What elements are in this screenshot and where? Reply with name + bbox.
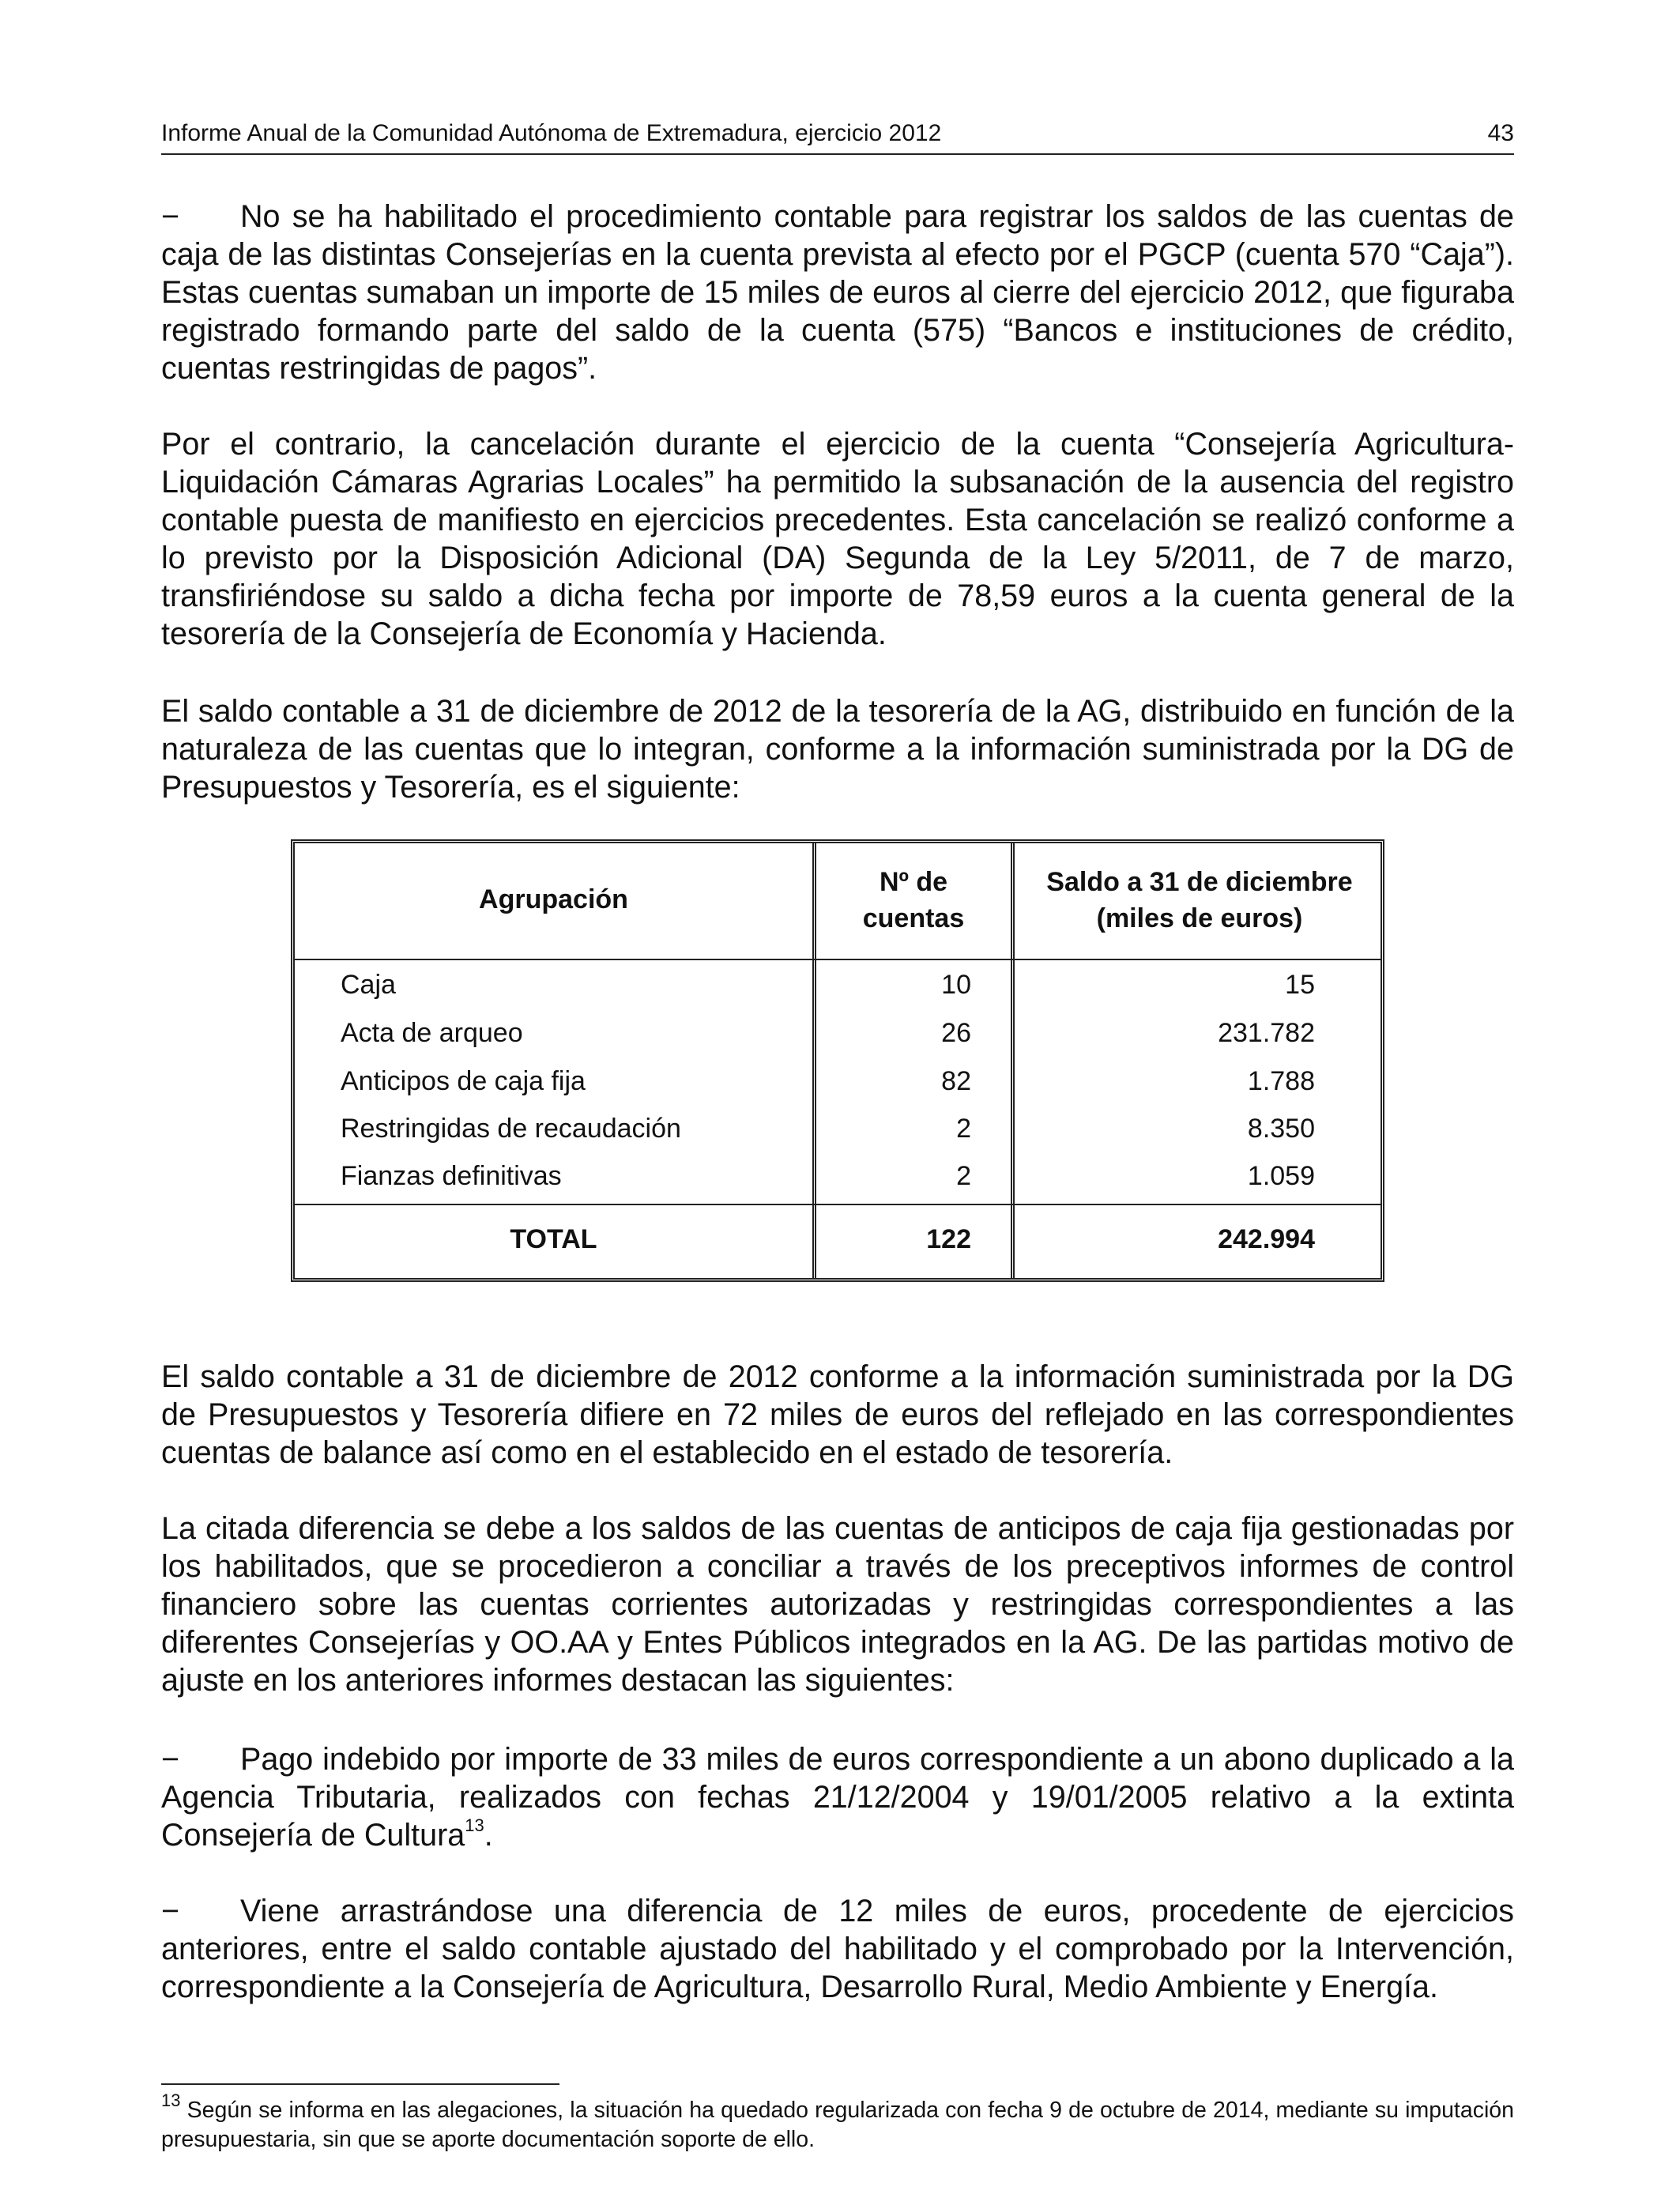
row-count: 82: [941, 1066, 971, 1096]
total-balance: 242.994: [1218, 1224, 1315, 1254]
paragraph-text: Pago indebido por importe de 33 miles de euros correspondiente a un abono duplicado a la Agencia Tributaria, realizados con fechas 21/12/2004 y 19/01/2005 relativo a la extinta Consejería de Cultura: [161, 1742, 1514, 1853]
list-dash: −: [161, 199, 180, 234]
footnote-separator: [161, 2083, 559, 2085]
footnote-marker: 13: [161, 2090, 181, 2110]
header-agrupacion: Agrupación: [479, 884, 628, 914]
paragraph-end: .: [484, 1818, 493, 1853]
paragraph-caja-registration: [161, 198, 1514, 387]
header-num-cuentas-line2: cuentas: [862, 903, 965, 933]
row-count: 2: [956, 1161, 971, 1191]
list-dash: −: [161, 1894, 180, 1928]
row-count: 26: [941, 1018, 971, 1048]
row-balance: 15: [1285, 970, 1315, 1000]
paragraph-carried-difference: [161, 1892, 1514, 2006]
paragraph-difference: El saldo contable a 31 de diciembre de 2012 conforme a la información suministrada por la DG de Presupuestos y Tesorería difiere en 72 miles de euros del reflejado en las correspondientes cuentas de balance así como en el establecido en el estado de tesorería.: [161, 1359, 1514, 1470]
row-name: Fianzas definitivas: [341, 1161, 562, 1191]
header-num-cuentas-line1: Nº de: [879, 867, 948, 897]
header-saldo-line2: (miles de euros): [1096, 903, 1303, 933]
paragraph-cancellation: Por el contrario, la cancelación durante el ejercicio de la cuenta “Consejería Agricultura-Liquidación Cámaras Agrarias Locales” ha permitido la subsanación de la ausencia del registro contable puesta de manifiesto en ejercicios precedentes. Esta cancelación se realizó conforme a lo previsto por la Disposición Adicional (DA) Segunda de la Ley 5/2011, de 7 de marzo, transfiriéndose su saldo a dicha fecha por importe de 78,59 euros a la cuenta general de la tesorería de la Consejería de Economía y Hacienda.: [161, 427, 1514, 651]
list-dash: −: [161, 1742, 180, 1777]
row-name: Acta de arqueo: [341, 1018, 523, 1048]
page-number: 43: [1487, 120, 1514, 146]
paragraph-balance-intro: El saldo contable a 31 de diciembre de 2012 de la tesorería de la AG, distribuido en función de la naturaleza de las cuentas que lo integran, conforme a la información suministrada por la DG de Presupuestos y Tesorería, es el siguiente:: [161, 694, 1514, 805]
total-count: 122: [926, 1224, 971, 1254]
row-balance: 1.788: [1247, 1066, 1315, 1096]
footnote-reference[interactable]: 13: [465, 1815, 484, 1835]
row-balance: 8.350: [1247, 1114, 1315, 1144]
header-num-cuentas: [816, 864, 1011, 937]
row-balance: 231.782: [1218, 1018, 1315, 1048]
paragraph-difference-reason: La citada diferencia se debe a los saldos de las cuentas de anticipos de caja fija gestionadas por los habilitados, que se procedieron a conciliar a través de los preceptivos informes de control financiero sobre las cuentas corrientes autorizadas y restringidas correspondientes a las diferentes Consejerías y OO.AA y Entes Públicos integrados en la AG. De las partidas motivo de ajuste en los anteriores informes destacan las siguientes:: [161, 1511, 1514, 1698]
total-divider: [295, 1204, 1381, 1205]
header-saldo-line1: Saldo a 31 de diciembre: [1046, 867, 1353, 897]
footnote-text: Según se informa en las alegaciones, la situación ha quedado regularizada con fecha 9 de octubre de 2014, mediante su imputación presupuestaria, sin que se aporte documentación soporte de ello.: [161, 2098, 1514, 2152]
paragraph-undue-payment: [161, 1740, 1514, 1854]
row-count: 10: [941, 970, 971, 1000]
total-label: TOTAL: [510, 1224, 597, 1254]
paragraph-text: No se ha habilitado el procedimiento contable para registrar los saldos de las cuentas de caja de las distintas Consejerías en la cuenta prevista al efecto por el PGCP (cuenta 570 “Caja”). Estas cuentas sumaban un importe de 15 miles de euros al cierre del ejercicio 2012, que figuraba registrado formando parte del saldo de la cuenta (575) “Bancos e instituciones de crédito, cuentas restringidas de pagos”.: [161, 199, 1514, 386]
row-name: Anticipos de caja fija: [341, 1066, 586, 1096]
header-divider: [295, 959, 1381, 960]
row-name: Restringidas de recaudación: [341, 1114, 681, 1144]
treasury-table: [291, 839, 1384, 1282]
row-name: Caja: [341, 970, 396, 1000]
footnote: [161, 2090, 1514, 2154]
row-count: 2: [956, 1114, 971, 1144]
row-balance: 1.059: [1247, 1161, 1315, 1191]
header-saldo: [1015, 864, 1384, 937]
paragraph-text: Viene arrastrándose una diferencia de 12 miles de euros, procedente de ejercicios anteriores, entre el saldo contable ajustado del habilitado y el comprobado por la Intervención, correspondiente a la Consejería de Agricultura, Desarrollo Rural, Medio Ambiente y Energía.: [161, 1894, 1514, 2004]
page-header: [161, 119, 1514, 155]
header-title: Informe Anual de la Comunidad Autónoma de Extremadura, ejercicio 2012: [161, 120, 942, 146]
